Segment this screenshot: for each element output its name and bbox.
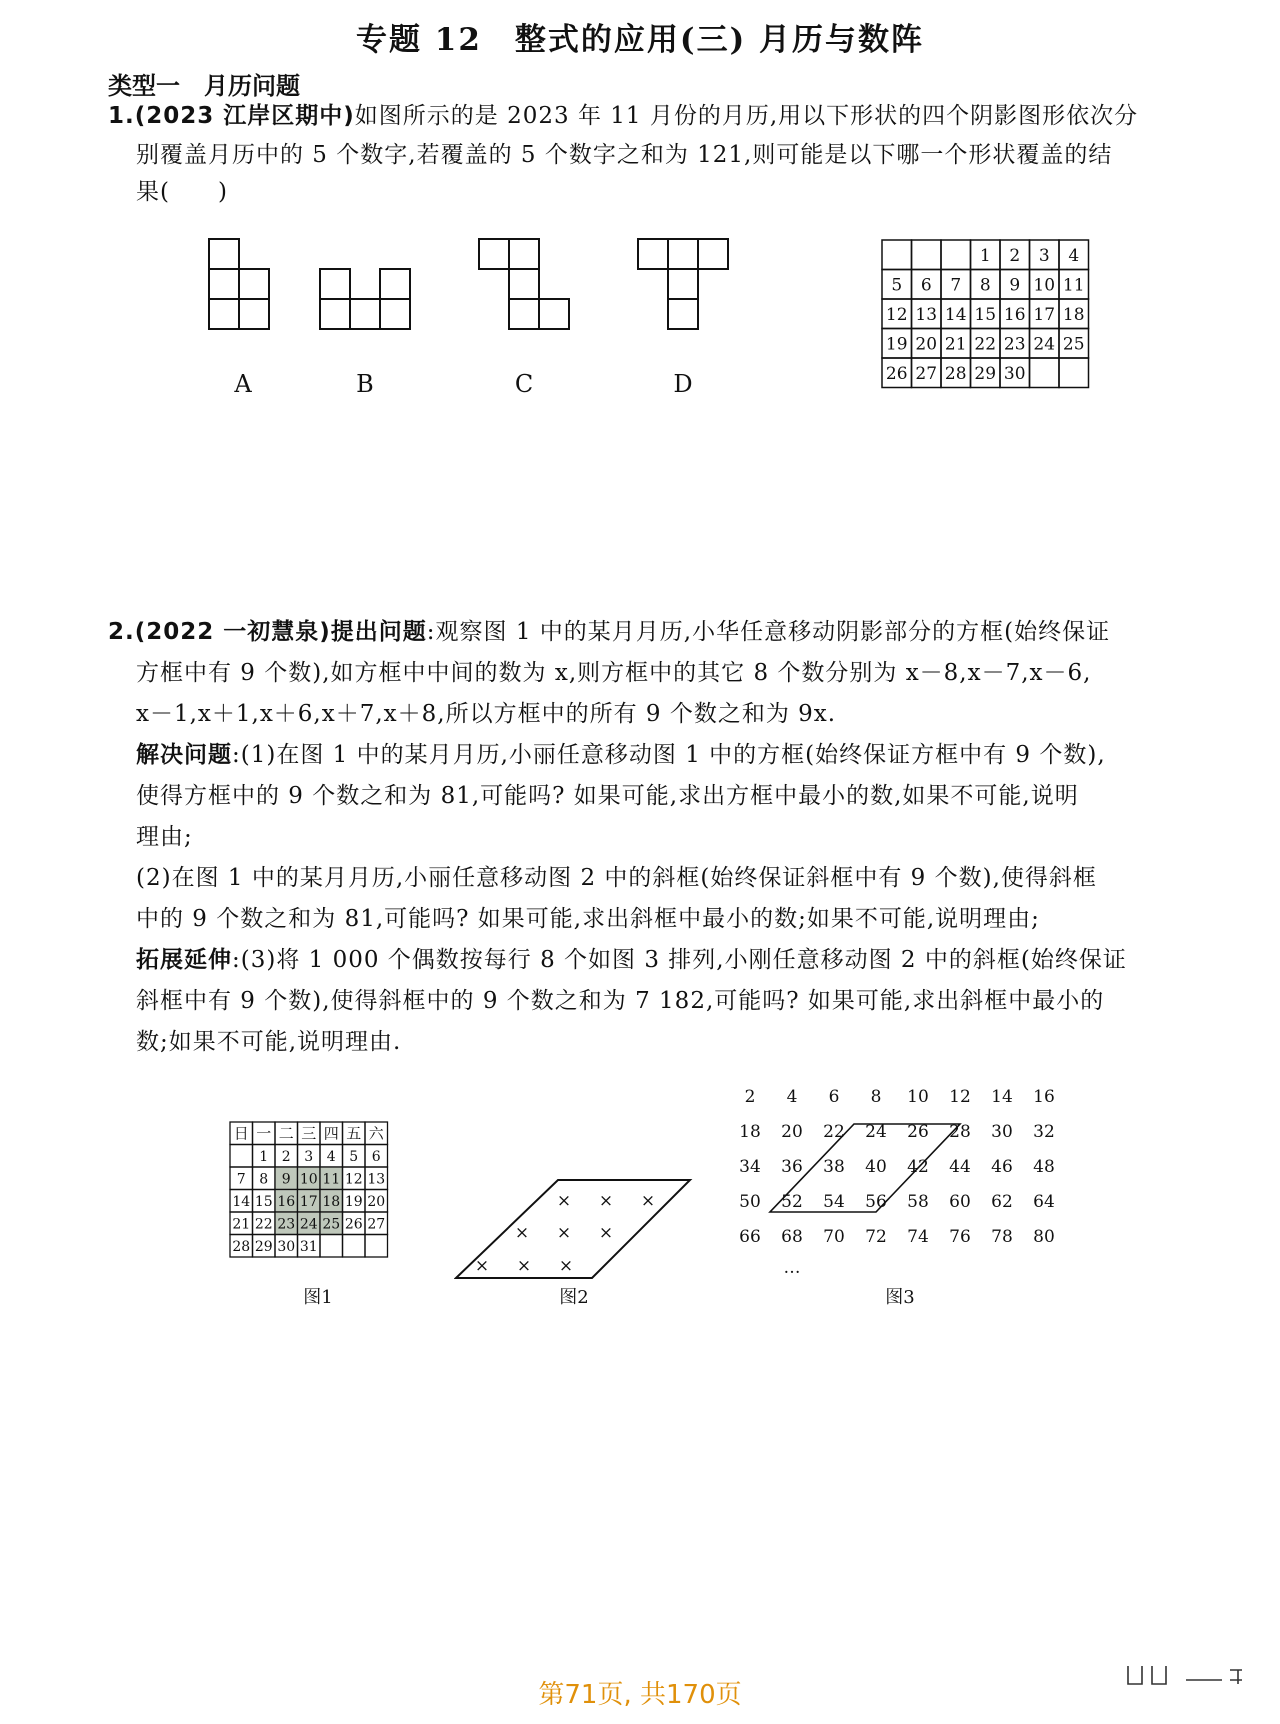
calendar-day: 9 xyxy=(1009,275,1021,296)
array-number: 28 xyxy=(949,1122,971,1142)
q1-line-3: 果( ) xyxy=(136,179,228,205)
q2-p2-l1 xyxy=(108,735,1198,776)
q1-shape-options xyxy=(200,230,820,370)
array-number: 64 xyxy=(1033,1192,1055,1212)
calendar-day: 31 xyxy=(299,1238,318,1255)
weekday-label: 三 xyxy=(301,1124,317,1143)
calendar-day: 2 xyxy=(281,1148,291,1165)
cross-mark: × xyxy=(598,1223,614,1243)
array-number: 66 xyxy=(739,1227,761,1247)
array-number: 36 xyxy=(781,1157,803,1177)
calendar-day: 13 xyxy=(915,304,938,325)
cross-mark: × xyxy=(598,1191,614,1211)
q2-p3-l2: 中的 9 个数之和为 81,可能吗? 如果可能,求出斜框中最小的数;如果不可能,说明理由; xyxy=(136,906,1040,932)
array-ellipsis: … xyxy=(783,1258,801,1278)
calendar-day: 18 xyxy=(1062,304,1085,325)
calendar-day: 30 xyxy=(1003,363,1026,384)
array-number: 44 xyxy=(949,1157,971,1177)
calendar-day: 27 xyxy=(915,363,938,384)
question-1 xyxy=(108,96,1198,213)
q2-p2-l1-text: :(1)在图 1 中的某月月历,小丽任意移动图 1 中的方框(始终保证方框中有 9 个数), xyxy=(232,742,1106,768)
calendar-day: 4 xyxy=(326,1148,336,1165)
calendar-day: 7 xyxy=(950,275,962,296)
november-calendar xyxy=(880,238,1112,410)
array-number: 80 xyxy=(1033,1227,1055,1247)
cross-mark: × xyxy=(556,1223,572,1243)
array-number: 8 xyxy=(870,1087,882,1107)
calendar-day: 3 xyxy=(1038,245,1050,266)
calendar-day: 15 xyxy=(974,304,997,325)
option-b-label[interactable]: B xyxy=(356,370,374,398)
q2-p3-l1: (2)在图 1 中的某月月历,小丽任意移动图 2 中的斜框(始终保证斜框中有 9 个数),使得斜框 xyxy=(136,865,1097,891)
calendar-cell xyxy=(343,1235,366,1258)
q2-line-1 xyxy=(108,612,1198,653)
calendar-day: 8 xyxy=(259,1171,269,1188)
calendar-day: 12 xyxy=(885,304,908,325)
q1-line-2: 别覆盖月历中的 5 个数字,若覆盖的 5 个数字之和为 121,则可能是以下哪一个形状覆盖的结 xyxy=(136,142,1113,168)
cross-mark: × xyxy=(514,1223,530,1243)
array-number: 72 xyxy=(865,1227,887,1247)
array-number: 74 xyxy=(907,1227,929,1247)
array-number: 58 xyxy=(907,1192,929,1212)
calendar-day: 10 xyxy=(299,1171,318,1188)
calendar-cell xyxy=(1059,358,1089,388)
q1-line-1 xyxy=(108,96,1198,137)
calendar-cell xyxy=(365,1235,388,1258)
calendar-day: 20 xyxy=(915,334,938,355)
weekday-label: 一 xyxy=(256,1124,272,1143)
calendar-cell xyxy=(912,240,942,270)
array-number: 56 xyxy=(865,1192,887,1212)
page-title: 专题 12 整式的应用(三) 月历与数阵 xyxy=(355,22,925,58)
array-number: 48 xyxy=(1033,1157,1055,1177)
q2-number: 2. xyxy=(108,619,135,645)
calendar-day: 26 xyxy=(885,363,908,384)
array-number: 76 xyxy=(949,1227,971,1247)
cross-mark: × xyxy=(640,1191,656,1211)
q1-source: (2023 江岸区期中) xyxy=(134,103,355,129)
figure-2-caption: 图2 xyxy=(559,1287,589,1308)
q2-lead-propose: 提出问题 xyxy=(330,619,427,645)
calendar-day: 24 xyxy=(299,1216,318,1233)
cross-mark: × xyxy=(556,1191,572,1211)
array-number: 38 xyxy=(823,1157,845,1177)
weekday-label: 五 xyxy=(346,1124,362,1143)
array-number: 2 xyxy=(744,1087,756,1107)
q2-p2-l2: 使得方框中的 9 个数之和为 81,可能吗? 如果可能,求出方框中最小的数,如果不可能,说明 xyxy=(136,783,1079,809)
q2-p4-l3: 数;如果不可能,说明理由. xyxy=(136,1029,402,1055)
option-d-label[interactable]: D xyxy=(673,370,693,398)
array-number: 24 xyxy=(865,1122,887,1142)
q2-p4-l1 xyxy=(108,940,1198,981)
option-d-shape xyxy=(638,239,728,329)
calendar-day: 5 xyxy=(891,275,903,296)
option-a-label[interactable]: A xyxy=(234,370,252,398)
cross-mark: × xyxy=(516,1256,532,1276)
calendar-day: 19 xyxy=(885,334,908,355)
option-a-shape xyxy=(209,239,269,329)
calendar-day: 13 xyxy=(367,1171,386,1188)
array-number: 10 xyxy=(907,1087,929,1107)
array-number: 6 xyxy=(828,1087,840,1107)
array-number: 16 xyxy=(1033,1087,1055,1107)
calendar-day: 8 xyxy=(979,275,991,296)
calendar-day: 4 xyxy=(1068,245,1080,266)
figure-3-even-array xyxy=(730,1080,1070,1280)
q2-lead-extend: 拓展延伸 xyxy=(136,947,232,973)
calendar-day: 29 xyxy=(254,1238,273,1255)
page-counter: 第71页, 共170页 xyxy=(538,1680,742,1710)
calendar-cell xyxy=(1030,358,1060,388)
weekday-label: 六 xyxy=(368,1124,384,1143)
array-number: 12 xyxy=(949,1087,971,1107)
calendar-day: 21 xyxy=(944,334,967,355)
array-number: 68 xyxy=(781,1227,803,1247)
option-b-shape xyxy=(320,269,410,329)
q2-p1-l3: x－1,x＋1,x＋6,x＋7,x＋8,所以方框中的所有 9 个数之和为 9x. xyxy=(136,701,837,727)
q2-p1-l1: :观察图 1 中的某月月历,小华任意移动阴影部分的方框(始终保证 xyxy=(426,619,1111,645)
q2-p2-l3: 理由; xyxy=(136,824,193,850)
figure-3-caption: 图3 xyxy=(885,1287,915,1308)
figure-2-slanted-frame xyxy=(454,1170,694,1280)
q1-text-1: 如图所示的是 2023 年 11 月份的月历,用以下形状的四个阴影图形依次分 xyxy=(354,103,1139,129)
weekday-label: 日 xyxy=(233,1124,249,1143)
calendar-day: 24 xyxy=(1033,334,1056,355)
calendar-day: 6 xyxy=(371,1148,381,1165)
calendar-day: 22 xyxy=(254,1216,273,1233)
array-number: 4 xyxy=(786,1087,798,1107)
option-c-label[interactable]: C xyxy=(514,370,534,398)
calendar-day: 29 xyxy=(974,363,997,384)
array-number: 54 xyxy=(823,1192,845,1212)
calendar-day: 22 xyxy=(974,334,997,355)
question-2 xyxy=(108,612,1198,1063)
calendar-day: 14 xyxy=(232,1193,251,1210)
calendar-day: 16 xyxy=(1003,304,1026,325)
array-number: 46 xyxy=(991,1157,1013,1177)
q2-source: (2022 一初慧泉) xyxy=(134,619,331,645)
calendar-day: 1 xyxy=(259,1148,269,1165)
calendar-day: 23 xyxy=(1003,334,1026,355)
array-number: 42 xyxy=(907,1157,929,1177)
calendar-day: 25 xyxy=(322,1216,341,1233)
calendar-day: 11 xyxy=(1062,275,1085,296)
q2-lead-solve: 解决问题 xyxy=(136,742,232,768)
calendar-day: 30 xyxy=(277,1238,296,1255)
calendar-day: 28 xyxy=(232,1238,251,1255)
array-number: 26 xyxy=(907,1122,929,1142)
calendar-day: 23 xyxy=(277,1216,296,1233)
option-c-shape xyxy=(479,239,569,329)
calendar-day: 9 xyxy=(281,1171,291,1188)
array-number: 34 xyxy=(739,1157,761,1177)
q2-p4-l2: 斜框中有 9 个数),使得斜框中的 9 个数之和为 7 182,可能吗? 如果可能,求出斜框中最小的 xyxy=(136,988,1105,1014)
calendar-day: 3 xyxy=(304,1148,314,1165)
array-number: 20 xyxy=(781,1122,803,1142)
q2-p4-l1-text: :(3)将 1 000 个偶数按每行 8 个如图 3 排列,小刚任意移动图 2 中的斜框(始终保证 xyxy=(232,947,1127,973)
calendar-day: 14 xyxy=(944,304,967,325)
calendar-day: 1 xyxy=(979,245,991,266)
calendar-cell xyxy=(882,240,912,270)
calendar-day: 26 xyxy=(344,1216,363,1233)
figure-1-calendar xyxy=(228,1120,408,1280)
array-number: 60 xyxy=(949,1192,971,1212)
array-number: 30 xyxy=(991,1122,1013,1142)
calendar-day: 12 xyxy=(344,1171,363,1188)
calendar-day: 6 xyxy=(920,275,932,296)
calendar-day: 2 xyxy=(1009,245,1021,266)
calendar-day: 20 xyxy=(367,1193,386,1210)
array-number: 78 xyxy=(991,1227,1013,1247)
q1-number: 1. xyxy=(108,103,135,129)
section-heading: 类型一 月历问题 xyxy=(108,72,300,100)
array-number: 70 xyxy=(823,1227,845,1247)
weekday-label: 二 xyxy=(278,1124,294,1143)
array-number: 40 xyxy=(865,1157,887,1177)
calendar-cell xyxy=(230,1145,253,1168)
calendar-day: 7 xyxy=(236,1171,246,1188)
cross-mark: × xyxy=(474,1256,490,1276)
calendar-day: 25 xyxy=(1062,334,1085,355)
calendar-day: 27 xyxy=(367,1216,386,1233)
calendar-day: 21 xyxy=(232,1216,251,1233)
array-number: 62 xyxy=(991,1192,1013,1212)
calendar-day: 17 xyxy=(1033,304,1056,325)
array-number: 18 xyxy=(739,1122,761,1142)
cross-mark: × xyxy=(558,1256,574,1276)
array-number: 50 xyxy=(739,1192,761,1212)
calendar-day: 11 xyxy=(322,1171,341,1188)
calendar-cell xyxy=(320,1235,343,1258)
calendar-day: 17 xyxy=(299,1193,318,1210)
array-number: 32 xyxy=(1033,1122,1055,1142)
calendar-day: 18 xyxy=(322,1193,341,1210)
array-number: 52 xyxy=(781,1192,803,1212)
calendar-day: 28 xyxy=(944,363,967,384)
calendar-day: 10 xyxy=(1033,275,1056,296)
calendar-day: 19 xyxy=(344,1193,363,1210)
array-number: 14 xyxy=(991,1087,1013,1107)
figure-1-caption: 图1 xyxy=(303,1287,333,1308)
weekday-label: 四 xyxy=(323,1124,339,1143)
calendar-day: 16 xyxy=(277,1193,296,1210)
calendar-day: 5 xyxy=(349,1148,359,1165)
array-number: 22 xyxy=(823,1122,845,1142)
q2-p1-l2: 方框中有 9 个数),如方框中中间的数为 x,则方框中的其它 8 个数分别为 x－8,x－7,x－6, xyxy=(136,660,1092,686)
calendar-day: 15 xyxy=(254,1193,273,1210)
calendar-cell xyxy=(941,240,971,270)
